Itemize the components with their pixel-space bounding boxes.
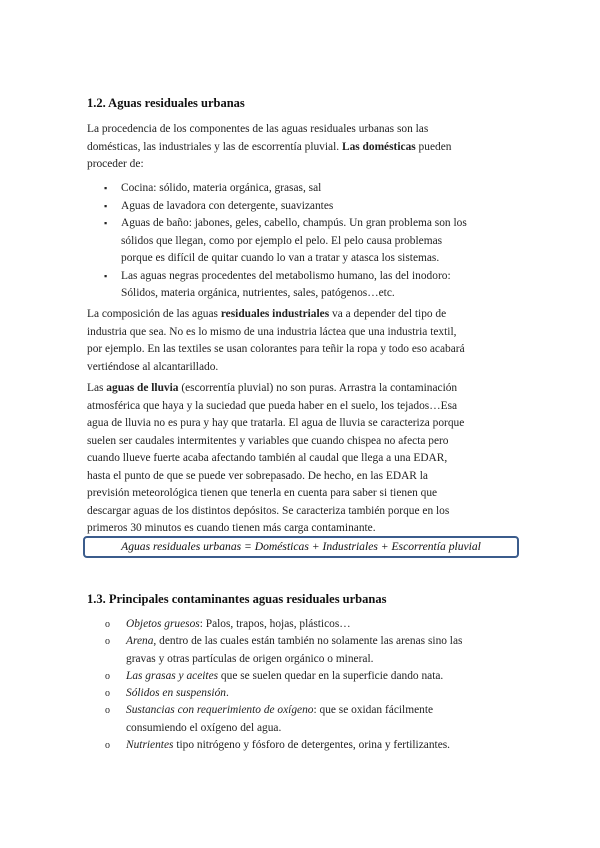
rain-line: atmosférica que haya y la suciedad que pueda haber en el suelo, los tejados…Esa bbox=[87, 399, 458, 412]
rain-line-1 bbox=[87, 380, 529, 398]
list-item bbox=[104, 215, 524, 268]
circle-bullet-icon: o bbox=[105, 705, 110, 717]
item-text: . bbox=[226, 687, 229, 700]
list-item bbox=[104, 668, 524, 685]
item-term: Objetos gruesos bbox=[126, 618, 200, 630]
list-item bbox=[104, 268, 524, 303]
item-text: : Palos, trapos, hojas, plásticos… bbox=[199, 618, 351, 630]
list-item-text: sólidos que llegan, como por ejemplo el pelo. El pelo causa problemas bbox=[121, 234, 443, 247]
rain-line: agua de lluvia no es pura y hay que tratarla. El agua de lluvia se caracteriza porque bbox=[87, 417, 465, 429]
item-term: Las grasas y aceites bbox=[126, 669, 219, 682]
bullet-icon: ▪ bbox=[104, 218, 108, 228]
rain-line: hasta el punto de que se puede ver sobrepasado. De hecho, en las EDAR la bbox=[87, 469, 428, 482]
intro-line-2-text: domésticas, las industriales y las de escorrentía pluvial. bbox=[87, 140, 340, 153]
circle-bullet-icon: o bbox=[105, 688, 110, 700]
industrial-line-1-post: va a depender del tipo de bbox=[329, 308, 447, 320]
section-heading-1-2: 1.2. Aguas residuales urbanas bbox=[87, 96, 245, 110]
item-text: : que se oxidan fácilmente bbox=[313, 704, 434, 717]
rain-line: cuando llueve fuerte acaba afectando también al caudal que llega a una EDAR, bbox=[87, 452, 448, 464]
item-text-cont: consumiendo el oxígeno del agua. bbox=[126, 721, 282, 734]
list-item bbox=[104, 616, 524, 633]
list-item bbox=[104, 633, 524, 668]
intro-paragraph bbox=[87, 121, 529, 174]
item-term: Arena bbox=[126, 635, 154, 648]
list-item bbox=[104, 702, 524, 737]
list-item bbox=[104, 737, 524, 754]
list-item bbox=[104, 685, 524, 702]
item-text: , dentro de las cuales están también no solamente las arenas sino las bbox=[153, 635, 463, 648]
industrial-paragraph bbox=[87, 306, 529, 376]
formula-box: Aguas residuales urbanas = Domésticas + Industriales + Escorrentía pluvial bbox=[83, 536, 519, 558]
item-term: Sólidos en suspensión bbox=[126, 687, 226, 700]
rain-line: descargar aguas de los distintos depósitos. Se caracteriza también porque en los bbox=[87, 504, 450, 517]
intro-line-3: proceder de: bbox=[87, 158, 144, 170]
item-term: Nutrientes bbox=[126, 739, 174, 752]
rain-line-1-pre: Las bbox=[87, 382, 107, 394]
rain-bold-term: aguas de lluvia bbox=[106, 382, 179, 394]
list-item-text: Cocina: sólido, materia orgánica, grasas, sal bbox=[121, 182, 322, 194]
circle-bullet-icon: o bbox=[105, 740, 110, 752]
list-item bbox=[104, 180, 524, 198]
list-item-text: Sólidos, materia orgánica, nutrientes, sales, patógenos…etc. bbox=[121, 287, 395, 299]
industrial-line-4: vertiéndose al alcantarillado. bbox=[87, 360, 219, 373]
rain-paragraph bbox=[87, 380, 529, 538]
bullet-icon: ▪ bbox=[104, 200, 108, 211]
item-text: que se suelen quedar en la superficie dando nata. bbox=[218, 669, 444, 682]
circle-bullet-icon: o bbox=[105, 636, 110, 648]
circle-bullet-icon: o bbox=[105, 619, 110, 630]
industrial-line-1 bbox=[87, 306, 529, 324]
list-item-text: Aguas de baño: jabones, geles, cabello, champús. Un gran problema son los bbox=[121, 217, 467, 229]
circle-bullet-icon: o bbox=[105, 670, 110, 682]
rain-line: suelen ser caudales intermitentes y variables que cuando chispea no afecta pero bbox=[87, 434, 449, 447]
rain-line: previsión meteorológica tienen que tenerla en cuenta para saber si tienen que bbox=[87, 487, 438, 499]
bullet-icon: ▪ bbox=[104, 183, 108, 193]
list-item-text: porque es difícil de quitar cuando lo van a tratar y atasca los sistemas. bbox=[121, 252, 440, 264]
rain-line: primeros 30 minutos es cuando tienen más carga contaminante. bbox=[87, 522, 376, 534]
rain-line-1-post: (escorrentía pluvial) no son puras. Arrastra la contaminación bbox=[178, 382, 458, 394]
intro-bold-domesticas: Las domésticas bbox=[341, 140, 416, 153]
list-item bbox=[104, 198, 524, 216]
intro-line-2-end: pueden bbox=[415, 140, 452, 153]
item-term: Sustancias con requerimiento de oxígeno bbox=[126, 704, 314, 717]
list-item-text: Las aguas negras procedentes del metabolismo humano, las del inodoro: bbox=[121, 269, 451, 282]
industrial-line-2: industria que sea. No es lo mismo de una industria láctea que una industria textil, bbox=[87, 325, 457, 338]
contaminants-list bbox=[104, 616, 524, 754]
bullet-icon: ▪ bbox=[104, 270, 108, 281]
list-item-text: Aguas de lavadora con detergente, suavizantes bbox=[121, 199, 334, 212]
item-text-cont: gravas y otras partículas de origen orgánico o mineral. bbox=[126, 652, 374, 665]
item-text: tipo nitrógeno y fósforo de detergentes, orina y fertilizantes. bbox=[173, 739, 451, 752]
industrial-line-1-pre: La composición de las aguas bbox=[87, 308, 221, 320]
industrial-bold-term: residuales industriales bbox=[220, 308, 330, 320]
industrial-line-3: por ejemplo. En las textiles se usan colorantes para teñir la ropa y todo eso acabará bbox=[87, 343, 465, 355]
section-heading-1-3: 1.3. Principales contaminantes aguas residuales urbanas bbox=[87, 592, 387, 606]
intro-line-1: La procedencia de los componentes de las aguas residuales urbanas son las bbox=[87, 123, 429, 135]
intro-line-2 bbox=[87, 139, 529, 157]
domestic-sources-list bbox=[104, 180, 524, 303]
